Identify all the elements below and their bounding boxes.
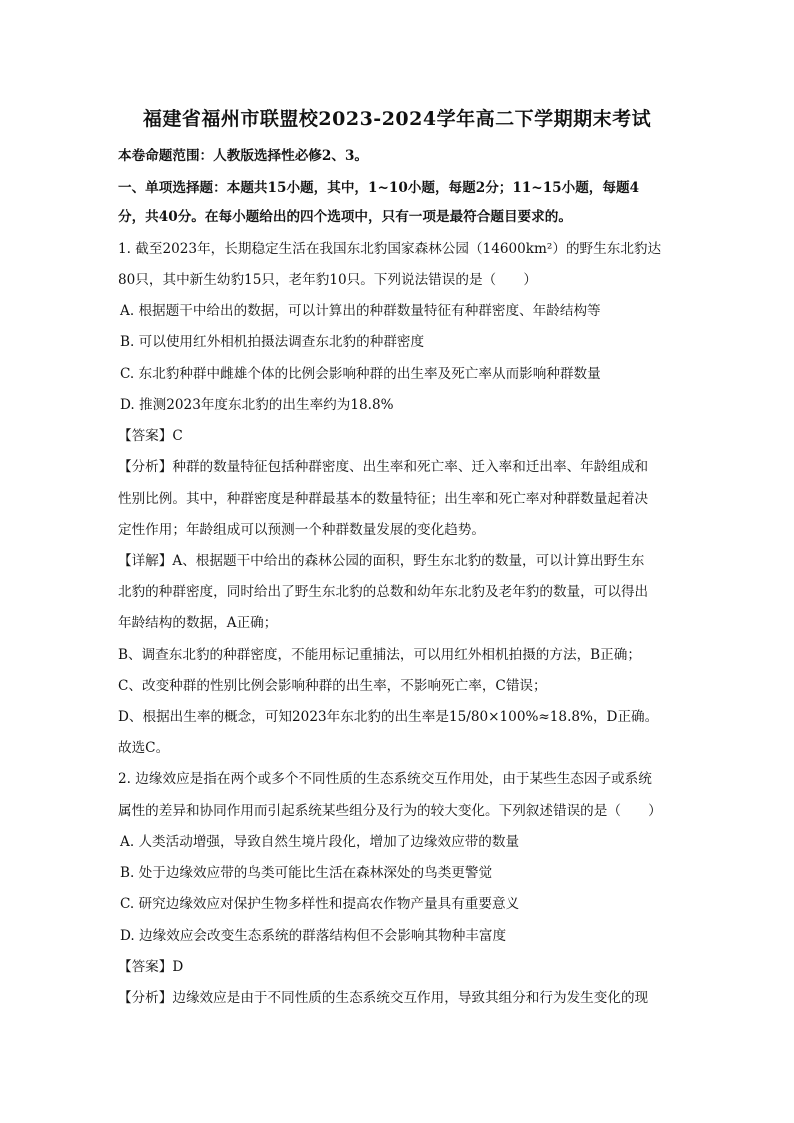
q1-detail-line-1: 【详解】A、根据题干中给出的森林公园的面积，野生东北豹的数量，可以计算出野生东 xyxy=(118,553,645,569)
q1-analysis-line-2: 性别比例。其中，种群密度是种群最基本的数量特征；出生率和死亡率对种群数量起着决 xyxy=(118,491,649,507)
q1-detail-line-4: B、调查东北豹的种群密度，不能用标记重捕法，可以用红外相机拍摄的方法，B正确； xyxy=(118,647,641,663)
section-heading-line-2: 分，共40分。在每小题给出的四个选项中，只有一项是最符合题目要求的。 xyxy=(118,209,572,225)
q2-option-c: C. 研究边缘效应对保护生物多样性和提高农作物产量具有重要意义 xyxy=(120,896,520,912)
q2-answer: 【答案】D xyxy=(118,959,184,975)
scope-line: 本卷命题范围：人教版选择性必修2、3。 xyxy=(118,148,369,164)
q1-option-c: C. 东北豹种群中雌雄个体的比例会影响种群的出生率及死亡率从而影响种群数量 xyxy=(120,366,601,382)
q1-answer: 【答案】C xyxy=(118,428,183,444)
q2-analysis-line-1: 【分析】边缘效应是由于不同性质的生态系统交互作用，导致其组分和行为发生变化的现 xyxy=(118,990,649,1006)
q1-stem-line-1: 1. 截至2023年，长期稳定生活在我国东北豹国家森林公园（14600km²）的野生东北豹达 xyxy=(118,241,662,257)
q1-analysis-line-3: 定性作用；年龄组成可以预测一个种群数量发展的变化趋势。 xyxy=(118,522,486,538)
page-title: 福建省福州市联盟校2023-2024学年高二下学期期末考试 xyxy=(142,108,652,130)
q2-stem-line-1: 2. 边缘效应是指在两个或多个不同性质的生态系统交互作用处，由于某些生态因子或系统 xyxy=(118,771,652,787)
q1-detail-line-2: 北豹的种群密度，同时给出了野生东北豹的总数和幼年东北豹及老年豹的数量，可以得出 xyxy=(118,584,649,600)
q1-analysis-line-1: 【分析】种群的数量特征包括种群密度、出生率和死亡率、迁入率和迁出率、年龄组成和 xyxy=(118,459,649,475)
q1-detail-line-3: 年龄结构的数据，A正确； xyxy=(118,615,278,631)
q1-option-b: B. 可以使用红外相机拍摄法调查东北豹的种群密度 xyxy=(120,334,425,350)
section-heading-line-1: 一、单项选择题：本题共15小题，其中，1~10小题，每题2分；11~15小题，每题4 xyxy=(118,180,640,196)
q1-option-a: A. 根据题干中给出的数据，可以计算出的种群数量特征有种群密度、年龄结构等 xyxy=(120,303,601,319)
q2-option-a: A. 人类活动增强，导致自然生境片段化，增加了边缘效应带的数量 xyxy=(120,834,520,850)
q1-option-d: D. 推测2023年度东北豹的出生率约为18.8% xyxy=(120,397,394,413)
q2-stem-line-2: 属性的差异和协同作用而引起系统某些组分及行为的较大变化。下列叙述错误的是（ ） xyxy=(118,803,662,819)
q2-option-d: D. 边缘效应会改变生态系统的群落结构但不会影响其物种丰富度 xyxy=(120,928,507,944)
q1-detail-line-5: C、改变种群的性别比例会影响种群的出生率，不影响死亡率，C错误； xyxy=(118,678,547,694)
q1-detail-line-6: D、根据出生率的概念，可知2023年东北豹的出生率是15/80×100%≈18.8%，D正确。 xyxy=(118,709,659,725)
q1-conclusion: 故选C。 xyxy=(118,740,170,756)
q1-stem-line-2: 80只，其中新生幼豹15只，老年豹10只。下列说法错误的是（ ） xyxy=(118,272,537,288)
q2-option-b: B. 处于边缘效应带的鸟类可能比生活在森林深处的鸟类更警觉 xyxy=(120,865,493,881)
